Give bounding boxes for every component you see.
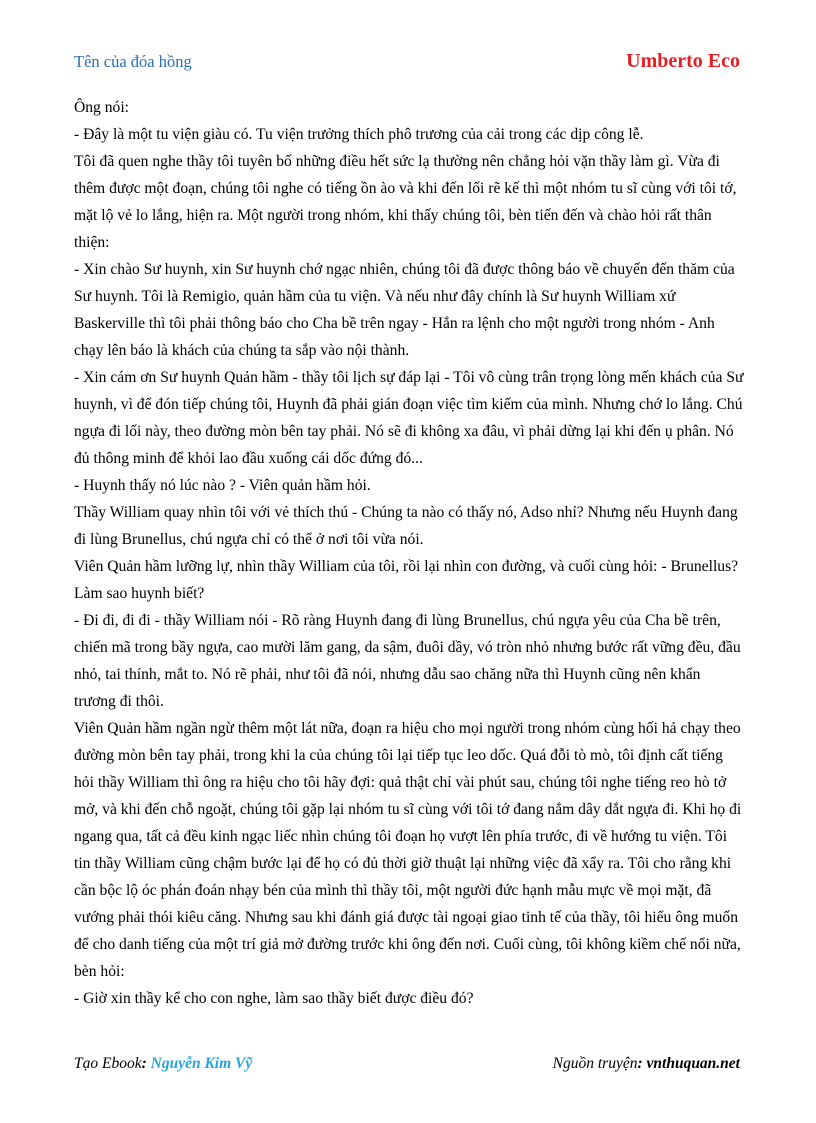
paragraph: Ông nói: bbox=[74, 99, 130, 116]
page-header bbox=[74, 50, 740, 74]
paragraph: Thầy William quay nhìn tôi với vẻ thích thú - Chúng ta nào có thấy nó, Adso nhỉ? Nhưng nếu Huynh đang đi lùng Brunellus, chú ngựa chỉ có thể ở nơi tôi vừa nói. bbox=[74, 504, 738, 548]
paragraph: - Xin chào Sư huynh, xin Sư huynh chớ ngạc nhiên, chúng tôi đã được thông báo về chuyến đến thăm của Sư huynh. Tôi là Remigio, quản hầm của tu viện. Và nếu như đây chính là Sư huynh William xứ Baskerville thì tôi phải thông báo cho Cha bề trên ngay - Hắn ra lệnh cho một người trong nhóm - Anh chạy lên báo là khách của chúng ta sắp vào nội thành. bbox=[74, 261, 735, 359]
paragraph: - Huynh thấy nó lúc nào ? - Viên quản hầm hỏi. bbox=[74, 477, 371, 494]
creator-label: Tạo Ebook bbox=[74, 1055, 142, 1072]
book-title: Tên của đóa hồng bbox=[74, 52, 192, 71]
paragraph: - Giờ xin thầy kể cho con nghe, làm sao thầy biết được điều đó? bbox=[74, 990, 474, 1007]
paragraph: - Xin cám ơn Sư huynh Quản hầm - thầy tôi lịch sự đáp lại - Tôi vô cùng trân trọng lòng mến khách của Sư huynh, vì để đón tiếp chúng tôi, Huynh đã phải gián đoạn việc tìm kiếm của mình. Nhưng chớ lo lắng. Chú ngựa đi lối này, theo đường mòn bên tay phải. Nó sẽ đi không xa đâu, vì phải dừng lại khi đến ụ phân. Nó đủ thông minh để khỏi lao đầu xuống cái dốc đứng đó... bbox=[74, 369, 744, 467]
creator-name: Nguyễn Kim Vỹ bbox=[150, 1055, 253, 1072]
source-label: Nguồn truyện bbox=[552, 1055, 638, 1072]
page-body bbox=[74, 94, 746, 1012]
paragraph: - Đi đi, đi đi - thầy William nói - Rõ ràng Huynh đang đi lùng Brunellus, chú ngựa yêu của Cha bề trên, chiến mã trong bầy ngựa, cao mười lăm gang, da sậm, đuôi dầy, vó tròn nhỏ nhưng bước rất vững đều, đầu nhỏ, tai thính, mắt to. Nó rẽ phải, như tôi đã nói, nhưng dẫu sao chăng nữa thì Huynh cũng nên khẩn trương đi thôi. bbox=[74, 612, 741, 710]
source-credit: Nguồn truyện: vnthuquan.net bbox=[552, 1055, 740, 1072]
paragraph: Tôi đã quen nghe thầy tôi tuyên bố những điều hết sức lạ thường nên chẳng hỏi vặn thầy làm gì. Vừa đi thêm được một đoạn, chúng tôi nghe có tiếng ồn ào và khi đến lối rẽ kế thì một nhóm tu sĩ cùng với tôi tớ, mặt lộ vẻ lo lắng, hiện ra. Một người trong nhóm, khi thấy chúng tôi, bèn tiến đến và chào hỏi rất thân thiện: bbox=[74, 153, 737, 251]
author-name: Umberto Eco bbox=[626, 50, 740, 72]
source-site: vnthuquan.net bbox=[646, 1055, 740, 1072]
paragraph: - Đây là một tu viện giàu có. Tu viện trưởng thích phô trương của cải trong các dịp công lễ. bbox=[74, 126, 644, 143]
paragraph: Viên Quản hầm ngần ngừ thêm một lát nữa, đoạn ra hiệu cho mọi người trong nhóm cùng hối hả chạy theo đường mòn bên tay phải, trong khi la của chúng tôi lại tiếp tục leo dốc. Quá đỗi tò mò, tôi định cất tiếng hỏi thầy William thì ông ra hiệu cho tôi hãy đợi: quả thật chỉ vài phút sau, chúng tôi nghe tiếng reo hò tở mở, và khi đến chỗ ngoặt, chúng tôi gặp lại nhóm tu sĩ cùng với tôi tớ đang nắm dây dắt ngựa đi. Khi họ đi ngang qua, tất cả đều kinh ngạc liếc nhìn chúng tôi đoạn họ vượt lên phía trước, đi về hướng tu viện. Tôi tin thầy William cũng chậm bước lại để họ có đủ thời giờ thuật lại những việc đã xẩy ra. Tôi cho rằng khi cần bộc lộ óc phán đoán nhạy bén của mình thì thầy tôi, một người đức hạnh mẫu mực về mọi mặt, đã vướng phải thói kiêu căng. Nhưng sau khi đánh giá được tài ngoại giao tinh tế của thầy, tôi hiểu ông muốn để cho danh tiếng của một trí giả mở đường trước khi ông đến nơi. Cuối cùng, tôi không kiềm chế nổi nữa, bèn hỏi: bbox=[74, 720, 742, 980]
ebook-credit: Tạo Ebook: Nguyễn Kim Vỹ bbox=[74, 1055, 253, 1072]
paragraph: Viên Quản hầm lưỡng lự, nhìn thầy William của tôi, rồi lại nhìn con đường, và cuối cùng hỏi: - Brunellus? Làm sao huynh biết? bbox=[74, 558, 739, 602]
page-footer bbox=[74, 1055, 740, 1077]
